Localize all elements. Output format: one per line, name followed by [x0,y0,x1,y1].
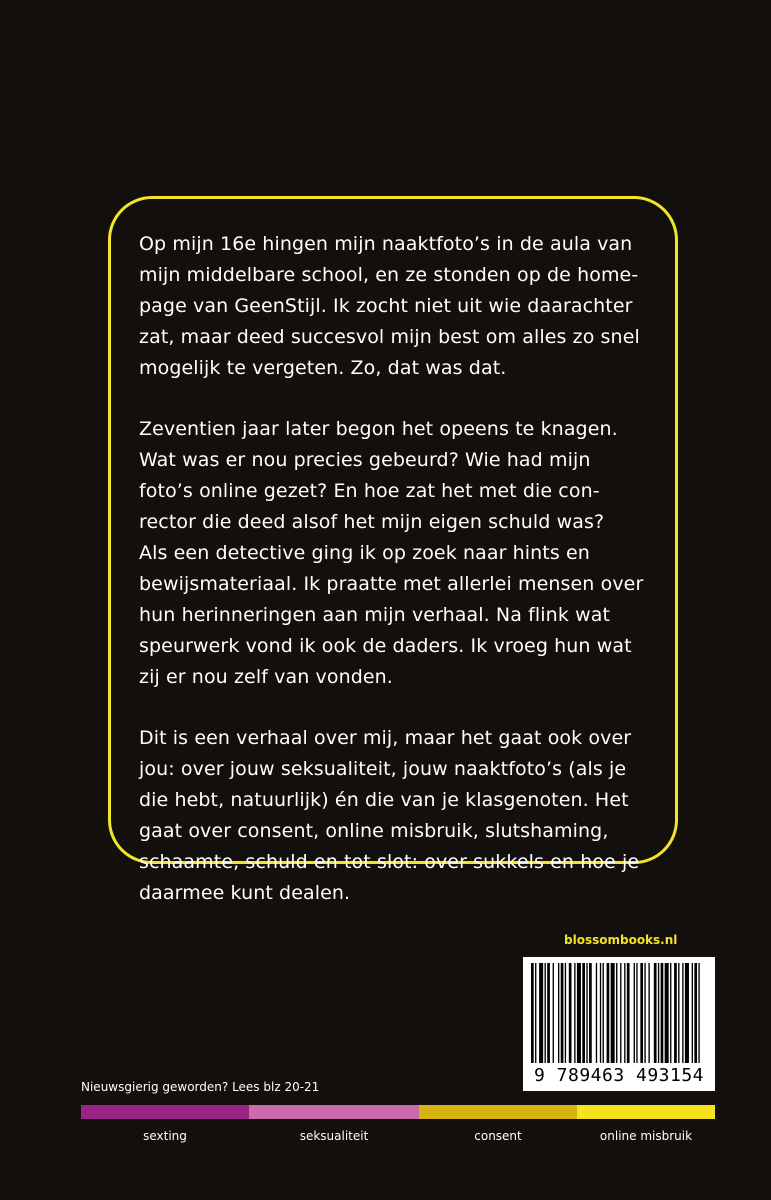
barcode-bar [670,963,671,1063]
strip-segment-seksualiteit [249,1105,419,1119]
blurb-line: Zeventien jaar later begon het opeens te knagen. [139,418,618,440]
topic-label-seksualiteit: seksualiteit [299,1129,369,1143]
barcode-bar [620,963,621,1063]
barcode-bar [589,963,592,1063]
barcode-bar [535,963,536,1063]
barcode-bar [644,963,645,1063]
barcode-bar [694,963,697,1063]
blurb-line: Op mijn 16e hingen mijn naaktfoto’s in de aula van [139,233,633,255]
barcode-bar [648,963,649,1063]
blurb-line: hun herinneringen aan mijn verhaal. Na flink wat [139,604,610,626]
blurb-line: daarmee kunt dealen. [139,882,351,904]
barcode-bar [553,963,554,1063]
blurb-line: Als een detective ging ik op zoek naar hints en [139,542,590,564]
barcode-bar [692,963,693,1063]
topic-color-strip [81,1105,715,1119]
barcode-bar [698,963,699,1063]
barcode-bar [678,963,679,1063]
barcode-bars-icon [523,957,715,1065]
barcode-bar [596,963,597,1063]
barcode-bar [685,963,689,1063]
blurb-line: zij er nou zelf van vonden. [139,666,393,688]
barcode-bar [611,963,615,1063]
blurb-line: rector die deed alsof het mijn eigen schuld was? [139,511,605,533]
blurb-line: mijn middelbare school, en ze stonden op de home- [139,264,639,286]
barcode-bar [634,963,635,1063]
teaser-text: Nieuwsgierig geworden? Lees blz 20-21 [81,1080,320,1094]
barcode-bar [531,963,534,1063]
isbn-barcode [523,957,715,1091]
isbn-number: 9 789463 493154 [533,1065,705,1086]
barcode-bar [624,963,625,1063]
barcode-bar [640,963,643,1063]
barcode-bar [582,963,585,1063]
blurb-line: Wat was er nou precies gebeurd? Wie had mijn [139,449,591,471]
blurb-line: page van GeenStijl. Ik zocht niet uit wie daarachter [139,295,633,317]
blurb-line: speurwerk vond ik ook de daders. Ik vroeg hun wat [139,635,632,657]
blurb-line: die hebt, natuurlijk) én die van je klasgenoten. Het [139,789,629,811]
barcode-bar [665,963,669,1063]
barcode-bar [577,963,581,1063]
blurb-line: mogelijk te vergeten. Zo, dat was dat. [139,357,507,379]
blurb-paragraph-2 [139,414,649,693]
topic-label-sexting: sexting [143,1129,187,1143]
blurb-paragraph-3 [139,723,649,909]
barcode-bar [558,963,559,1063]
barcode-bar [539,963,543,1063]
blurb-line: jou: over jouw seksualiteit, jouw naaktfoto’s (als je [139,758,627,780]
barcode-bar [600,963,601,1063]
barcode-bar [547,963,550,1063]
topic-labels [81,1129,715,1143]
barcode-bar [661,963,664,1063]
barcode-bar [574,963,575,1063]
blurb-box [108,196,678,904]
blurb-paragraph-1 [139,229,649,384]
barcode-bar [654,963,657,1063]
barcode-bar [636,963,637,1063]
publisher-website: blossombooks.nl [564,933,678,947]
strip-segment-online-misbruik [577,1105,715,1119]
barcode-bar [658,963,659,1063]
barcode-bar [674,963,677,1063]
strip-segment-sexting [81,1105,249,1119]
blurb-line: bewijsmateriaal. Ik praatte met allerlei mensen over [139,573,644,595]
blurb-line: schaamte, schuld en tot slot: over sukkels en hoe je [139,851,640,873]
barcode-bar [682,963,683,1063]
topic-label-consent: consent [474,1129,522,1143]
barcode-bar [565,963,566,1063]
blurb-line: gaat over consent, online misbruik, slutshaming, [139,820,609,842]
strip-segment-consent [419,1105,577,1119]
blurb-line: foto’s online gezet? En hoe zat het met die con- [139,480,600,502]
barcode-bar [545,963,546,1063]
blurb-line: zat, maar deed succesvol mijn best om alles zo snel [139,326,640,348]
barcode-bar [616,963,617,1063]
barcode-bar [603,963,604,1063]
barcode-bar [569,963,572,1063]
topic-label-online-misbruik: online misbruik [599,1129,693,1143]
barcode-bar [586,963,587,1063]
blurb-line: Dit is een verhaal over mij, maar het gaat ook over [139,727,632,749]
barcode-bar [607,963,610,1063]
barcode-bar [561,963,564,1063]
barcode-bar [627,963,630,1063]
